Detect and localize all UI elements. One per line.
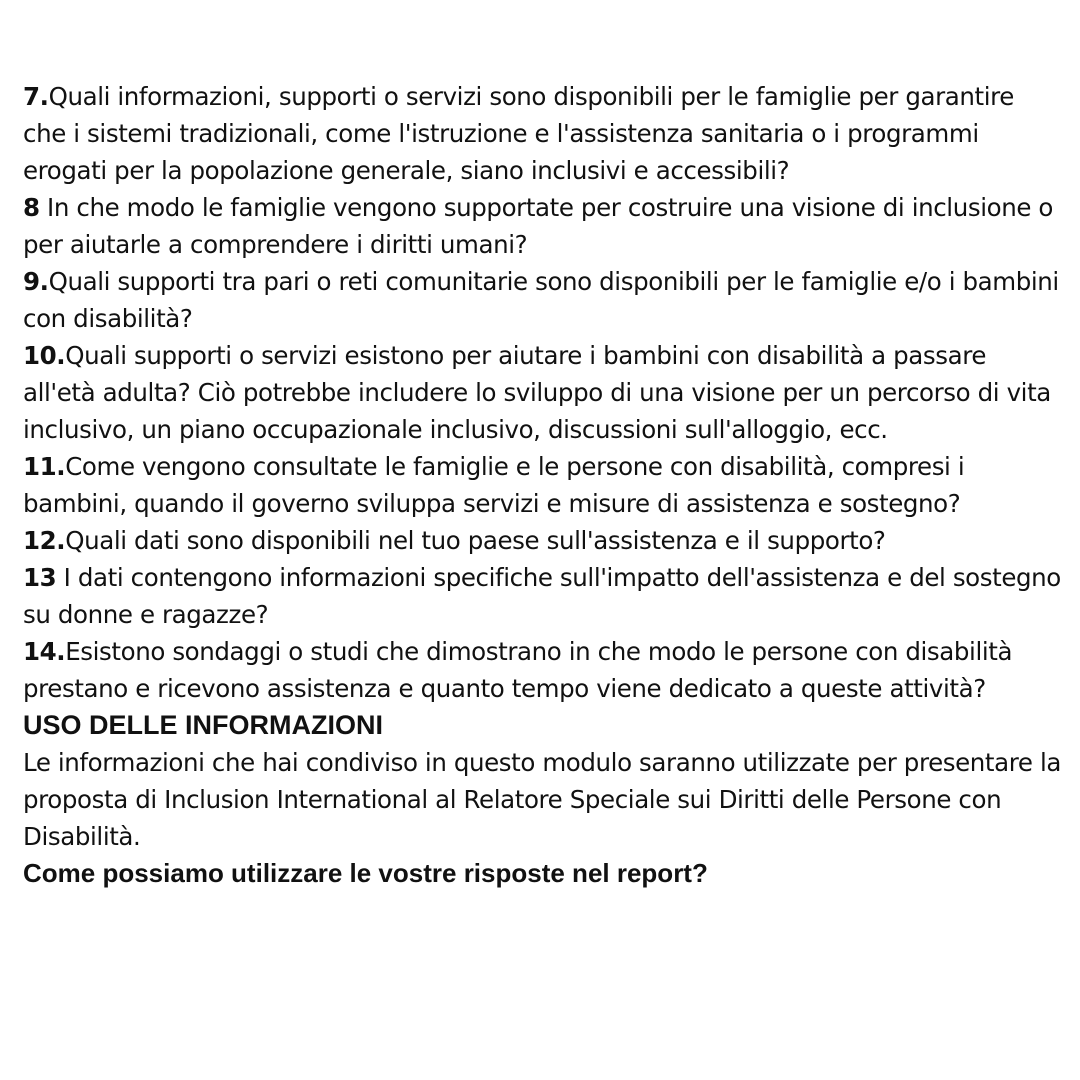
question-14 [23, 633, 1063, 707]
question-text: Quali informazioni, supporti o servizi sono disponibili per le famiglie per garantire che i sistemi tradizionali, come l'istruzione e l'assistenza sanitaria o i programmi erogati per la popolazione generale, siano inclusivi e accessibili? [23, 82, 1014, 185]
question-12 [23, 522, 1063, 559]
closing-question: Come possiamo utilizzare le vostre risposte nel report? [23, 858, 708, 888]
question-text: Come vengono consultate le famiglie e le persone con disabilità, compresi i bambini, quando il governo sviluppa servizi e misure di assistenza e sostegno? [23, 452, 965, 518]
question-8 [23, 189, 1063, 263]
question-11 [23, 448, 1063, 522]
question-text: Esistono sondaggi o studi che dimostrano in che modo le persone con disabilità prestano e ricevono assistenza e quanto tempo viene dedicato a queste attività? [23, 637, 1013, 703]
section-heading-uso-informazioni: USO DELLE INFORMAZIONI [23, 710, 383, 740]
question-number: 8 [23, 193, 40, 222]
question-number: 12. [23, 526, 66, 555]
question-text: I dati contengono informazioni specifiche sull'impatto dell'assistenza e del sostegno su donne e ragazze? [23, 563, 1061, 629]
question-text: In che modo le famiglie vengono supportate per costruire una visione di inclusione o per aiutarle a comprendere i diritti umani? [23, 193, 1053, 259]
document-page [23, 78, 1063, 892]
question-number: 7. [23, 82, 49, 111]
question-7 [23, 78, 1063, 189]
question-number: 14. [23, 637, 66, 666]
question-number: 9. [23, 267, 49, 296]
question-text: Quali supporti o servizi esistono per aiutare i bambini con disabilità a passare all'età adulta? Ciò potrebbe includere lo sviluppo di una visione per un percorso di vita inclusivo, un piano occupazionale inclusivo, discussioni sull'alloggio, ecc. [23, 341, 1051, 444]
question-number: 11. [23, 452, 66, 481]
question-number: 13 [23, 563, 57, 592]
info-section-body: Le informazioni che hai condiviso in questo modulo saranno utilizzate per presentare la proposta di Inclusion International al Relatore Speciale sui Diritti delle Persone con Disabilità. [23, 748, 1061, 851]
question-9 [23, 263, 1063, 337]
question-number: 10. [23, 341, 66, 370]
question-13 [23, 559, 1063, 633]
question-text: Quali dati sono disponibili nel tuo paese sull'assistenza e il supporto? [65, 526, 886, 555]
question-text: Quali supporti tra pari o reti comunitarie sono disponibili per le famiglie e/o i bambini con disabilità? [23, 267, 1059, 333]
question-10 [23, 337, 1063, 448]
